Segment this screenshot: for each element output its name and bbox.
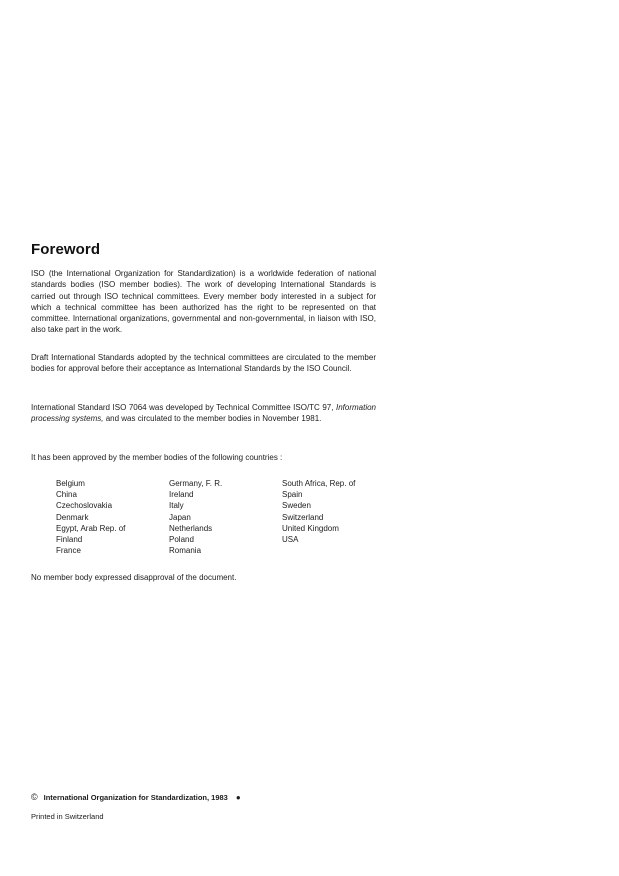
copyright-icon: ©: [31, 792, 38, 802]
committee-title-italic: Information processing systems,: [31, 403, 376, 424]
paragraph-standard-development: [31, 402, 376, 425]
country-item: United Kingdom: [282, 523, 339, 533]
paragraph-standard-text-start: International Standard ISO 7064 was developed by Technical Committee ISO/TC 97,: [31, 403, 336, 412]
country-item: USA: [282, 535, 299, 545]
country-item: Spain: [282, 490, 303, 500]
paragraph-draft-standards: Draft International Standards adopted by the technical committees are circulated to the member bodies for approval before their acceptance as International Standards by the ISO Council.: [31, 353, 376, 374]
country-item: Italy: [169, 501, 184, 511]
paragraph-iso-intro: ISO (the International Organization for Standardization) is a worldwide federation of national standards bodies (ISO member bodies). The work of developing International Standards is carried out through ISO technical committees. Every member body interested in a subject for which a technical committee has been authorized has the right to be represented on that committee. International organizations, governmental and non-governmental, in liaison with ISO, also take part in the work.: [31, 269, 376, 335]
countries-column-1: [56, 478, 125, 556]
country-item: Czechoslovakia: [56, 501, 113, 511]
country-item: Germany, F. R.: [169, 479, 223, 488]
country-item: France: [56, 546, 81, 556]
printed-in-note: Printed in Switzerland: [31, 812, 104, 821]
copyright-line: [31, 792, 241, 802]
country-item: Finland: [56, 535, 83, 545]
paragraph-approval: It has been approved by the member bodies of the following countries :: [31, 453, 283, 462]
country-item: Belgium: [56, 479, 85, 488]
page-title: Foreword: [31, 241, 101, 258]
country-item: Ireland: [169, 490, 194, 500]
paragraph-standard-text-end: and was circulated to the member bodies in November 1981.: [103, 414, 322, 424]
country-item: Poland: [169, 535, 194, 545]
copyright-text: International Organization for Standardization, 1983: [43, 793, 228, 802]
countries-column-2: [169, 478, 222, 556]
country-item: South Africa, Rep. of: [282, 479, 356, 488]
paragraph-no-disapproval: No member body expressed disapproval of the document.: [31, 573, 237, 582]
country-item: Switzerland: [282, 512, 324, 522]
country-item: Netherlands: [169, 523, 213, 533]
bullet-icon: ●: [235, 793, 241, 802]
country-item: Denmark: [56, 512, 89, 522]
country-item: Romania: [169, 546, 202, 556]
countries-column-3: [282, 478, 355, 545]
country-item: Japan: [169, 512, 191, 522]
country-item: Egypt, Arab Rep. of: [56, 523, 126, 533]
country-item: Sweden: [282, 501, 311, 511]
country-item: China: [56, 490, 77, 500]
